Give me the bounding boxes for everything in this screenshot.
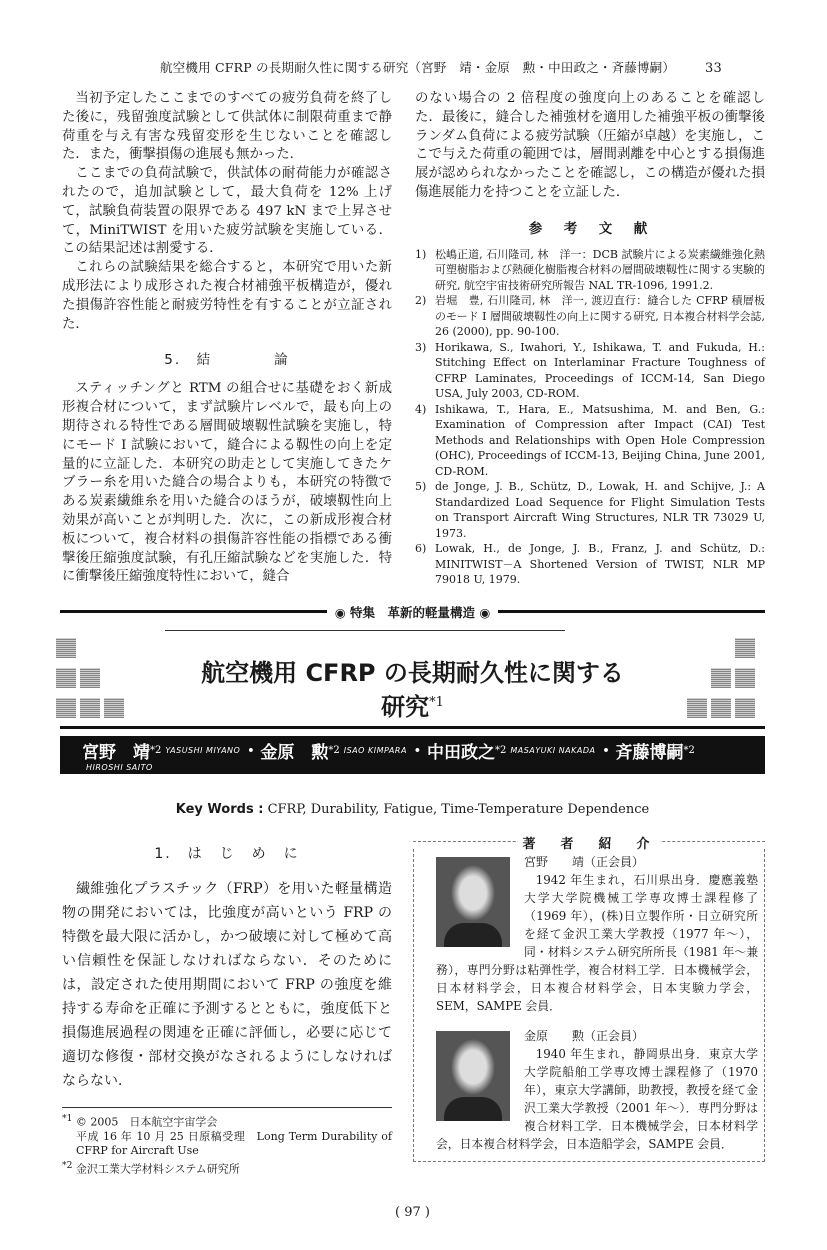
separator: • bbox=[413, 743, 421, 757]
author-profile bbox=[436, 853, 758, 1015]
author-profile bbox=[436, 1027, 758, 1153]
reference-number: 2) bbox=[415, 294, 427, 308]
reference-number: 4) bbox=[415, 402, 427, 416]
footnote-mark: *2 bbox=[150, 744, 162, 756]
separator: • bbox=[247, 743, 255, 757]
reference-number: 5) bbox=[415, 480, 427, 494]
paragraph: これらの試験結果を総合すると，本研究で用いた新成形法により成形された複合材補強平板構造が，優れた損傷許容性能と耐疲労特性を有することが立証された． bbox=[62, 260, 392, 332]
paragraph: 繊維強化プラスチック（FRP）を用いた軽量構造物の開発においては，比強度が高いという FRP の特徴を最大限に活かし，かつ破壊に対して極めて高い信頼性を保証しなければならない．そのためには，設定された使用期間において FRP の強度を維持する寿命を正確に予測するとともに，強度低下と損傷進展過程の関連を正確に評価し，必要に応じて適切な修復・部材交換がなされるようにしなければならない． bbox=[62, 880, 392, 1089]
author-photo bbox=[436, 857, 510, 947]
author-profiles bbox=[413, 833, 765, 1162]
reference-text: 岩堀 豊, 石川隆司, 林 洋一, 渡辺直行：縫合した CFRP 積層板のモード I 層間破壊靱性の向上に関する研究, 日本複合材料学会誌, 26 (2000), pp. 90-100. bbox=[435, 294, 765, 339]
footnote-mark: *2 bbox=[683, 744, 695, 756]
footnote-mark: *2 bbox=[328, 744, 340, 756]
author-name: 斉藤博嗣 bbox=[615, 742, 684, 763]
prev-article bbox=[60, 90, 765, 588]
footnote-text: 平成 16 年 10 月 25 日原稿受理 Long Term Durability of CFRP for Aircraft Use bbox=[76, 1129, 392, 1158]
reference-item bbox=[415, 293, 765, 340]
footnote-text: 金沢工業大学材料システム研究所 bbox=[75, 1162, 240, 1176]
references-heading: 参 考 文 献 bbox=[528, 220, 652, 237]
article-title-text: 航空機用 CFRP の長期耐久性に関する研究 bbox=[201, 658, 624, 721]
keywords-text: CFRP, Durability, Fatigue, Time-Temperature Dependence bbox=[267, 801, 650, 817]
profile-bio: 1942 年生まれ，石川県出身．慶應義塾大学大学院機械工学専攻博士課程修了（1969 年），(株)日立製作所・日立研究所を経て金沢工業大学教授（1977 年～），同・材料システム研究所所長（1981 年～兼務），専門分野は粘弾性学，複合材料工学．日本機械学会，日本材料学会，日本複合材料学会，日本実験力学会，SEM，SAMPE 会員． bbox=[436, 872, 758, 1013]
author-roman: ISAO KIMPARA bbox=[343, 745, 407, 755]
profile-bio: 1940 年生まれ，静岡県出身．東京大学大学院船舶工学専攻博士課程修了（1970 年），東京大学講師，助教授，教授を経て金沢工業大学教授（2001 年～）．専門分野は複合材料工学．日本機械学会，日本材料学会，日本複合材料学会，日本造船学会，SAMPE 会員． bbox=[436, 1046, 758, 1151]
divider bbox=[165, 630, 565, 631]
paragraph: のない場合の 2 倍程度の強度向上のあることを確認した．最後に，縫合した補強材を適用した補強平板の衝撃後ランダム負荷による疲労試験（圧縮が卓越）を実施し，ここで与えた荷重の範囲では，層間剥離を中心とする損傷進展が認められなかったことを確認し，この構造が優れた損傷進展能力を持つことを立証した． bbox=[415, 91, 765, 200]
paragraph: 当初予定したここまでのすべての疲労負荷を終了した後に，残留強度試験として供試体に制限荷重まで静荷重を与え有害な残留変形を生じないことを確認した．また，衝撃損傷の進展も無かった． bbox=[62, 91, 392, 163]
footnote bbox=[62, 1112, 392, 1130]
footnote bbox=[62, 1159, 392, 1177]
running-header-page-number: 33 bbox=[705, 61, 722, 76]
author-roman: MASAYUKI NAKADA bbox=[510, 745, 596, 755]
author-bar bbox=[60, 736, 765, 774]
footnote-mark: *2 bbox=[494, 744, 507, 756]
author-roman: YASUSHI MIYANO bbox=[165, 745, 241, 755]
footnote-mark: *1 bbox=[62, 1112, 73, 1124]
divider bbox=[60, 726, 765, 729]
divider bbox=[498, 610, 765, 613]
footnotes bbox=[62, 1112, 392, 1177]
author-profiles-box bbox=[413, 849, 765, 1162]
reference-number: 6) bbox=[415, 542, 427, 556]
author-name: 金原 勲 bbox=[260, 742, 329, 763]
profile-membership: （正会員） bbox=[584, 1028, 645, 1043]
profile-membership: （正会員） bbox=[584, 854, 645, 869]
author-name: 宮野 靖 bbox=[82, 742, 150, 763]
footnote-divider bbox=[62, 1107, 392, 1108]
profile-name-text: 宮野 靖 bbox=[524, 854, 585, 869]
article-body bbox=[60, 833, 765, 1177]
reference-text: 松嶋正道, 石川隆司, 林 洋一：DCB 試験片による炭素繊維強化熱可塑樹脂および熱硬化樹脂複合材料の層間破壊靱性に関する実験的研究, 航空宇宙技術研究所報告 NAL TR-1096, 1991.2. bbox=[435, 247, 765, 292]
running-header bbox=[60, 58, 765, 76]
title-zone bbox=[60, 622, 765, 726]
section-heading-introduction: 1. は じ め に bbox=[154, 845, 300, 862]
prev-article-left-column bbox=[60, 90, 392, 587]
footnote-mark: *1 bbox=[429, 694, 444, 710]
reference-text: de Jonge, J. B., Schütz, D., Lowak, H. and Schijve, J.: A Standardized Load Sequence for Flight Simulation Tests on Transport Aircraft Wing Structures, NLR TR 73029 U, 1973. bbox=[435, 480, 765, 540]
author-roman: HIROSHI SAITO bbox=[86, 762, 153, 772]
footnote-mark: *2 bbox=[62, 1159, 73, 1171]
footnote-text: © 2005 日本航空宇宙学会 bbox=[75, 1115, 218, 1129]
page-footer-number: ( 97 ) bbox=[395, 1205, 430, 1221]
reference-text: Ishikawa, T., Hara, E., Matsushima, M. and Ben, G.: Examination of Compression after Impact (CAI) Test Methods and Relationships with Open Hole Compression (OHC), Proceedings of ICCM-13, Beijing China, June 2001, CD-ROM. bbox=[435, 402, 765, 478]
reference-item bbox=[415, 340, 765, 402]
reference-item bbox=[415, 479, 765, 541]
reference-item bbox=[415, 402, 765, 480]
paragraph: スティッチングと RTM の組合せに基礎をおく新成形複合材について，まず試験片レベルで，最も向上の期待される特性である層間破壊靱性試験を実施し，特にモード I 試験において，縫合による靱性の向上を定量的に立証した．本研究の助走として実施してきたケブラー糸を用いた縫合の場合よりも，本研究の特徴である炭素繊維糸を用いた縫合のほうが，破壊靱性向上効果が高いことが判明した．次に，この新成形複合材板について，複合材料の損傷許容性能の指標である衝撃後圧縮強度試験，有孔圧縮試験などを実施した．特に衝撃後圧縮強度特性において，縫合 bbox=[62, 381, 392, 585]
article-title bbox=[190, 658, 635, 722]
introduction-section bbox=[60, 833, 392, 1177]
reference-item bbox=[415, 541, 765, 588]
separator: • bbox=[602, 743, 610, 757]
special-feature-label: ◉ 特集 革新的軽量構造 ◉ bbox=[334, 604, 491, 620]
author-name: 中田政之 bbox=[426, 742, 495, 763]
section-heading-conclusion: 5. 結 論 bbox=[164, 352, 290, 369]
author-profiles-heading bbox=[413, 833, 765, 852]
running-header-title: 航空機用 CFRP の長期耐久性に関する研究（宮野 靖・金原 勲・中田政之・斉藤博嗣） bbox=[160, 60, 676, 75]
special-feature-banner bbox=[60, 602, 765, 622]
keywords bbox=[60, 802, 765, 817]
reference-item bbox=[415, 247, 765, 294]
divider bbox=[60, 610, 327, 613]
author-profiles-heading-text: 著 者 紹 介 bbox=[518, 837, 659, 852]
paragraph: ここまでの負荷試験で，供試体の耐荷能力が確認されたので，追加試験として，最大負荷を 12% 上げて，試験負荷装置の限界である 497 kN まで上昇させて，MiniTWIST を用いた疲労試験を実施している．この結果記述は割愛する． bbox=[62, 166, 392, 257]
keywords-label: Key Words : bbox=[175, 801, 264, 817]
author-photo bbox=[436, 1031, 510, 1121]
footnote bbox=[62, 1130, 392, 1159]
reference-text: Lowak, H., de Jonge, J. B., Franz, J. and Schütz, D.: MINITWIST－A Shortened Version of TWIST, NLR MP 79018 U, 1979. bbox=[435, 542, 765, 587]
reference-number: 1) bbox=[415, 247, 427, 261]
reference-text: Horikawa, S., Iwahori, Y., Ishikawa, T. and Fukuda, H.: Stitching Effect on Interlaminar Fracture Toughness of CFRP Laminates, Proceedings of ICCM-14, San Diego USA, July 2003, CD-ROM. bbox=[435, 340, 765, 401]
profile-name-text: 金原 勲 bbox=[524, 1028, 585, 1043]
reference-number: 3) bbox=[415, 340, 427, 354]
prev-article-right-column bbox=[415, 90, 765, 588]
references-list bbox=[415, 247, 765, 588]
